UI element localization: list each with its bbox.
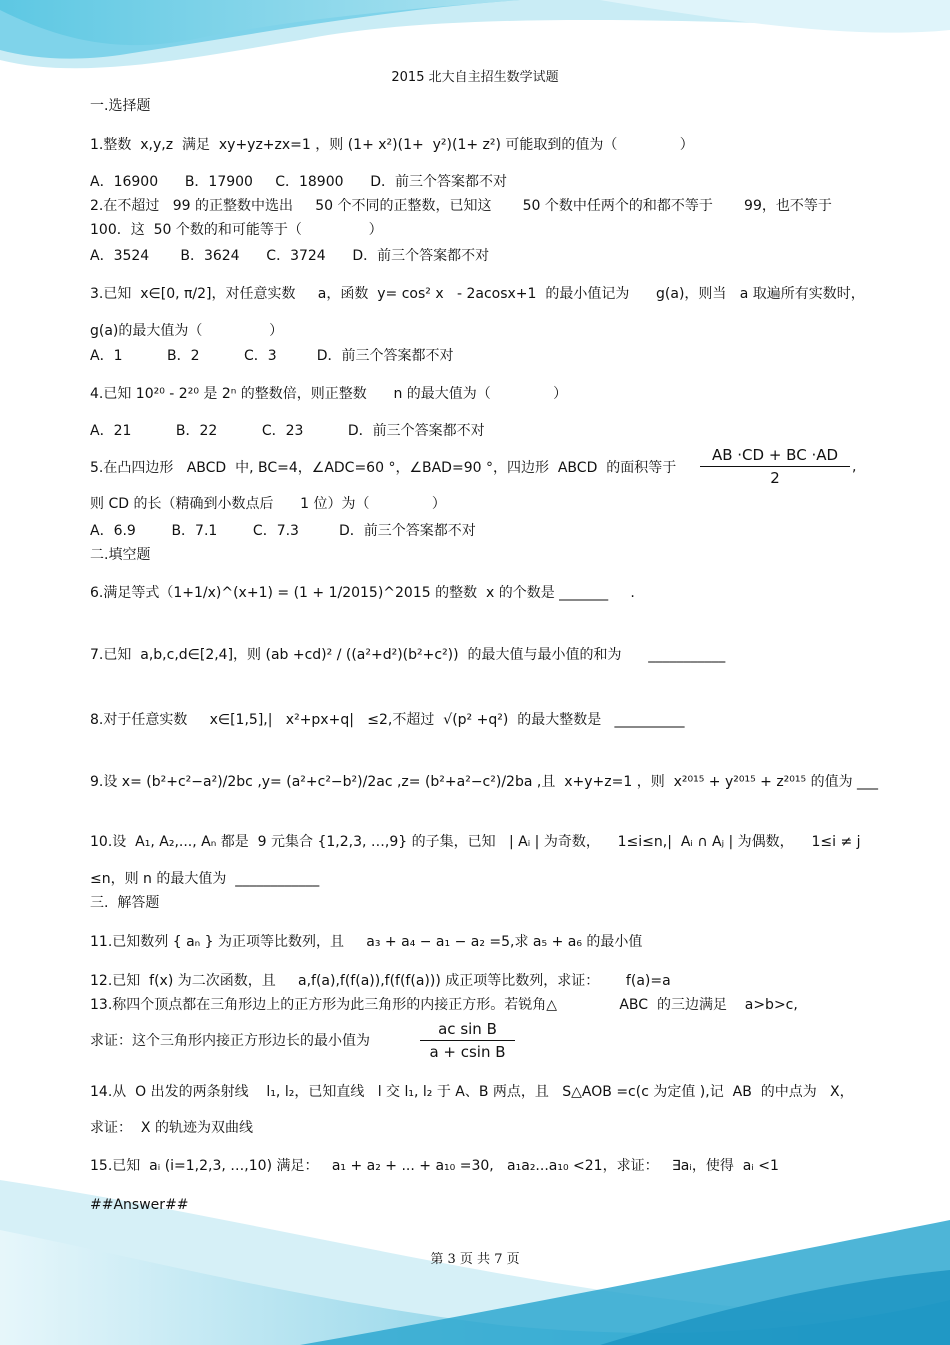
question-5-line-1: 5.在凸四边形 ABCD 中, BC=4，∠ADC=60 °，∠BAD=90 °，四边形 ABCD 的面积等于 xyxy=(90,460,677,476)
question-3-line-2: g(a)的最大值为（ ） xyxy=(90,323,284,339)
question-1: 1.整数 x,y,z 满足 xy+yz+zx=1 ，则 (1+ x²)(1+ y²)(1+ z²) 可能取到的值为（ ） xyxy=(90,137,694,153)
question-7: 7.已知 a,b,c,d∈[2,4]，则 (ab +cd)² / ((a²+d²)(b²+c²)) 的最大值与最小值的和为 ___________ xyxy=(90,647,726,663)
fraction-denominator: 2 xyxy=(770,469,780,487)
question-2-line-1: 2.在不超过 99 的正整数中选出 50 个不同的正整数，已知这 50 个数中任两个的和都不等于 99，也不等于 xyxy=(90,198,832,214)
question-14-line-1: 14.从 O 出发的两条射线 l₁, l₂，已知直线 l 交 l₁, l₂ 于 A、B 两点，且 S△AOB =c(c 为定值 ),记 AB 的中点为 X， xyxy=(90,1084,854,1100)
fraction-numerator: AB ·CD + BC ·AD xyxy=(700,446,850,467)
section-fill: 二.填空题 xyxy=(90,547,151,563)
question-11: 11.已知数列 { aₙ } 为正项等比数列，且 a₃ + a₄ − a₁ − a₂ =5,求 a₅ + a₆ 的最小值 xyxy=(90,934,643,950)
question-13-line-2: 求证：这个三角形内接正方形边长的最小值为 xyxy=(90,1033,370,1049)
fraction-denominator: a + csin B xyxy=(429,1043,506,1061)
question-14-line-2: 求证： X 的轨迹为双曲线 xyxy=(90,1120,253,1136)
question-6: 6.满足等式（1+1/x)^(x+1) = (1 + 1/2015)^2015 的整数 x 的个数是 _______ . xyxy=(90,585,635,601)
question-4-options: A．21 B．22 C．23 D．前三个答案都不对 xyxy=(90,423,485,439)
question-13-fraction xyxy=(420,1020,515,1061)
page-footer: 第 3 页 共 7 页 xyxy=(430,1252,520,1267)
section-solve: 三. 解答题 xyxy=(90,895,160,911)
question-1-options: A．16900 B．17900 C．18900 D．前三个答案都不对 xyxy=(90,174,507,190)
question-3-options: A．1 B．2 C．3 D．前三个答案都不对 xyxy=(90,348,454,364)
question-5-options: A．6.9 B．7.1 C．7.3 D．前三个答案都不对 xyxy=(90,523,476,539)
question-10-line-1: 10.设 A₁, A₂,..., Aₙ 都是 9 元集合 {1,2,3, …,9} 的子集，已知 | Aᵢ | 为奇数， 1≤i≤n,| Aᵢ ∩ Aⱼ | 为偶数， 1≤i ≠ j xyxy=(90,834,861,850)
question-2-options: A．3524 B．3624 C．3724 D．前三个答案都不对 xyxy=(90,248,490,264)
fraction-numerator: ac sin B xyxy=(420,1020,515,1041)
question-5-line-2: 则 CD 的长（精确到小数点后 1 位）为（ ） xyxy=(90,496,446,512)
question-3-line-1: 3.已知 x∈[0, π/2]，对任意实数 a，函数 y= cos² x - 2acosx+1 的最小值记为 g(a)，则当 a 取遍所有实数时， xyxy=(90,286,865,302)
question-8: 8.对于任意实数 x∈[1,5],| x²+px+q| ≤2,不超过 √(p² +q²) 的最大整数是 __________ xyxy=(90,712,685,728)
question-10-line-2: ≤n，则 n 的最大值为 ____________ xyxy=(90,871,320,887)
question-13-line-1: 13.称四个顶点都在三角形边上的正方形为此三角形的内接正方形。若锐角△ ABC 的三边满足 a>b>c, xyxy=(90,997,798,1013)
comma: , xyxy=(852,459,857,475)
question-9: 9.设 x= (b²+c²−a²)/2bc ,y= (a²+c²−b²)/2ac ,z= (b²+a²−c²)/2ba ,且 x+y+z=1 ，则 x²⁰¹⁵ + y²⁰¹⁵ + z²⁰¹⁵ 的值为 ___ xyxy=(90,774,879,790)
question-2-line-2: 100．这 50 个数的和可能等于（ ） xyxy=(90,222,383,238)
question-5-fraction xyxy=(700,446,850,487)
section-choice: 一.选择题 xyxy=(90,98,151,114)
answer-marker: ##Answer## xyxy=(90,1197,189,1213)
question-4: 4.已知 10²⁰ - 2²⁰ 是 2ⁿ 的整数倍，则正整数 n 的最大值为（ ） xyxy=(90,386,568,402)
page-title: 2015 北大自主招生数学试题 xyxy=(391,70,559,85)
question-15: 15.已知 aᵢ (i=1,2,3, …,10) 满足： a₁ + a₂ + ... + a₁₀ =30, a₁a₂...a₁₀ <21，求证： ∃aᵢ，使得 aᵢ <1 xyxy=(90,1158,779,1174)
question-12: 12.已知 f(x) 为二次函数，且 a,f(a),f(f(a)),f(f(f(a))) 成正项等比数列，求证： f(a)=a xyxy=(90,973,671,989)
